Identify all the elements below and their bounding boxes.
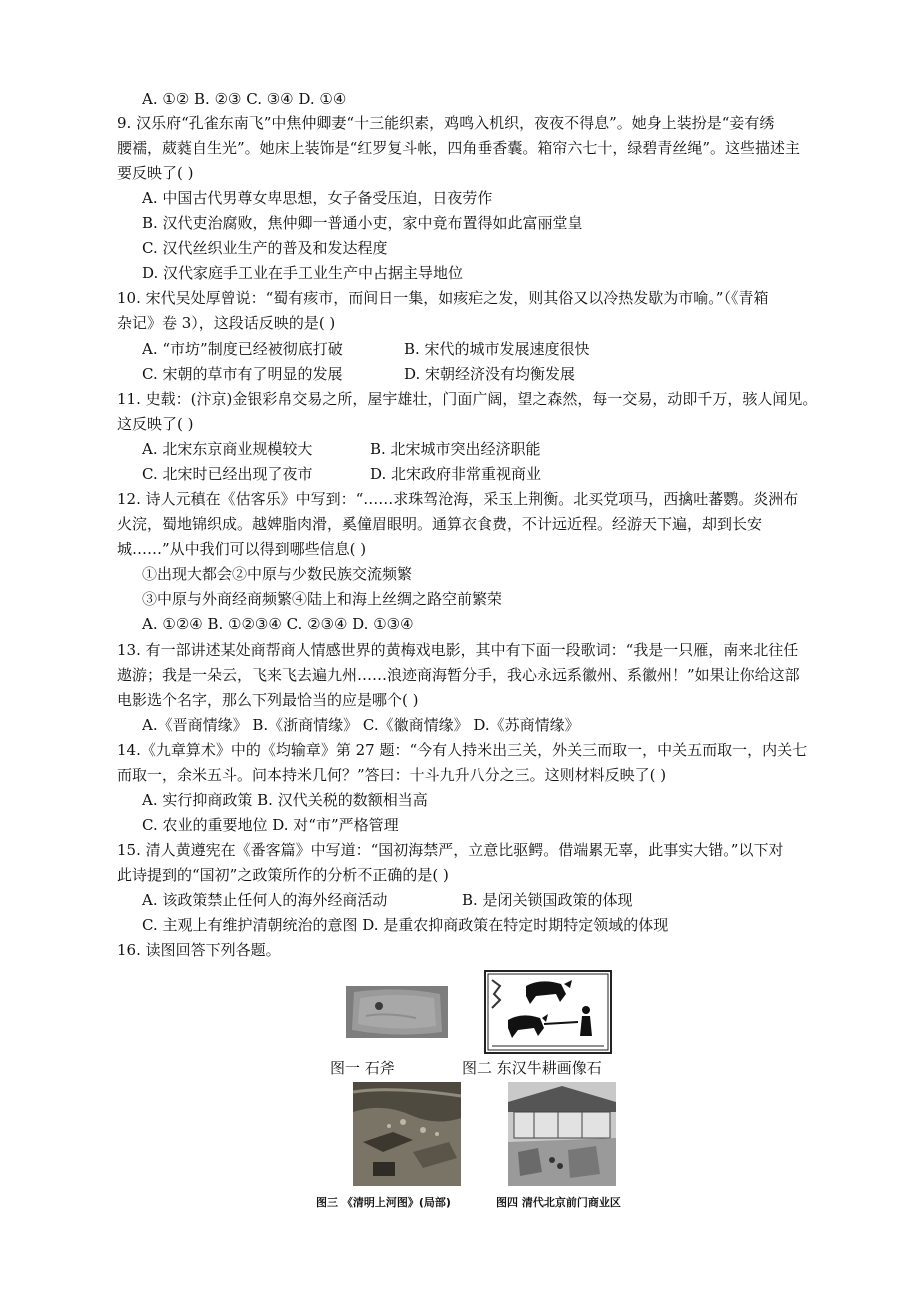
q9-option-b: B. 汉代吏治腐败，焦仲卿一普通小吏，家中竟布置得如此富丽堂皇 xyxy=(142,214,583,232)
qianmen-commercial-image xyxy=(508,1082,616,1186)
q12-stem-line3: 城……”从中我们可以得到哪些信息( ) xyxy=(117,540,367,558)
q14-options-ab: A. 实行抑商政策 B. 汉代关税的数额相当高 xyxy=(142,791,428,809)
q10-option-c: C. 宋朝的草市有了明显的发展 xyxy=(142,365,343,383)
q9-option-d: D. 汉代家庭手工业在手工业生产中占据主导地位 xyxy=(142,264,464,282)
q11-stem-line1: 11. 史载：(汴京)金银彩帛交易之所，屋宇雄壮，门面广阔，望之森然，每一交易，动即千万，骇人闻见。 xyxy=(117,390,818,408)
q15-stem-line2: 此诗提到的“国初”之政策所作的分析不正确的是( ) xyxy=(117,866,449,884)
q8-options: A. ①② B. ②③ C. ③④ D. ①④ xyxy=(142,90,347,108)
q10-option-d: D. 宋朝经济没有均衡发展 xyxy=(404,365,576,383)
ox-plowing-relief-image xyxy=(484,970,612,1054)
q12-stem-line2: 火浣，蜀地锦织成。越婢脂肉滑，奚僮眉眼明。通算衣食费，不计远近程。经游天下遍，却到长安 xyxy=(117,515,763,533)
q14-stem-line2: 而取一，余米五斗。问本持米几何？”答曰：十斗九升八分之三。这则材料反映了( ) xyxy=(117,766,667,784)
q9-option-a: A. 中国古代男尊女卑思想，女子备受压迫，日夜劳作 xyxy=(142,189,493,207)
figure-4-caption: 图四 清代北京前门商业区 xyxy=(496,1196,621,1209)
q15-options-cd: C. 主观上有维护清朝统治的意图 D. 是重农抑商政策在特定时期特定领域的体现 xyxy=(142,916,669,934)
stone-axe-image xyxy=(346,986,448,1038)
q16-stem: 16. 读图回答下列各题。 xyxy=(117,941,281,959)
q11-option-c: C. 北宋时已经出现了夜市 xyxy=(142,465,313,483)
figure-1-caption: 图一 石斧 xyxy=(330,1059,395,1077)
q14-stem-line1: 14.《九章算术》中的《均输章》第 27 题：“今有人持米出三关，外关三而取一，中关五而取一，内关七 xyxy=(117,741,808,759)
q15-option-a: A. 该政策禁止任何人的海外经商活动 xyxy=(142,891,388,909)
q11-option-b: B. 北宋城市突出经济职能 xyxy=(370,440,541,458)
figure-2-caption: 图二 东汉牛耕画像石 xyxy=(462,1059,602,1077)
figure-3-caption: 图三 《清明上河图》(局部) xyxy=(316,1196,451,1209)
q11-option-a: A. 北宋东京商业规模较大 xyxy=(142,440,313,458)
q10-option-a: A. “市坊”制度已经被彻底打破 xyxy=(142,340,343,358)
q9-stem-line3: 要反映了( ) xyxy=(117,164,194,182)
q14-options-cd: C. 农业的重要地位 D. 对“市”严格管理 xyxy=(142,816,399,834)
q10-stem-line1: 10. 宋代吴处厚曾说：“蜀有痎市，而间日一集，如痎疟之发，则其俗又以冷热发歇为市喻。”（《青箱 xyxy=(117,289,769,307)
q15-option-b: B. 是闭关锁国政策的体现 xyxy=(462,891,633,909)
q12-item-line1: ①出现大都会②中原与少数民族交流频繁 xyxy=(142,565,413,583)
q9-stem-line2: 腰襦，葳蕤自生光”。她床上装饰是“红罗复斗帐，四角垂香囊。箱帘六七十，绿碧青丝绳”。这些描述主 xyxy=(117,139,801,157)
q13-stem-line2: 遨游；我是一朵云，飞来飞去遍九州……浪迹商海暂分手，我心永远系徽州、系徽州！”如果让你给这部 xyxy=(117,666,800,684)
q11-stem-line2: 这反映了( ) xyxy=(117,415,194,433)
q9-option-c: C. 汉代丝织业生产的普及和发达程度 xyxy=(142,239,388,257)
q11-option-d: D. 北宋政府非常重视商业 xyxy=(370,465,542,483)
q9-stem-line1: 9. 汉乐府“孔雀东南飞”中焦仲卿妻“十三能织素，鸡鸣入机织，夜夜不得息”。她身上装扮是“妾有绣 xyxy=(117,114,775,132)
q10-option-b: B. 宋代的城市发展速度很快 xyxy=(404,340,590,358)
q13-options: A.《晋商情缘》 B.《浙商情缘》 C.《徽商情缘》 D.《苏商情缘》 xyxy=(142,716,580,734)
q12-stem-line1: 12. 诗人元稹在《估客乐》中写到：“……求珠驾沧海，采玉上荆衡。北买党项马，西擒吐蕃鹦。炎洲布 xyxy=(117,490,799,508)
q15-stem-line1: 15. 清人黄遵宪在《番客篇》中写道：“国初海禁严，立意比驱鳄。借端累无辜，此事实大错。”以下对 xyxy=(117,841,784,859)
q13-stem-line1: 13. 有一部讲述某处商帮商人情感世界的黄梅戏电影，其中有下面一段歌词：“我是一只雁，南来北往任 xyxy=(117,641,799,659)
qingming-scroll-image xyxy=(353,1082,461,1186)
q12-options: A. ①②④ B. ①②③④ C. ②③④ D. ①③④ xyxy=(142,615,414,633)
q10-stem-line2: 杂记》卷 3），这段话反映的是( ) xyxy=(117,314,336,332)
q13-stem-line3: 电影选个名字，那么下列最恰当的应是哪个( ) xyxy=(117,691,419,709)
q12-item-line2: ③中原与外商经商频繁④陆上和海上丝绸之路空前繁荣 xyxy=(142,590,503,608)
